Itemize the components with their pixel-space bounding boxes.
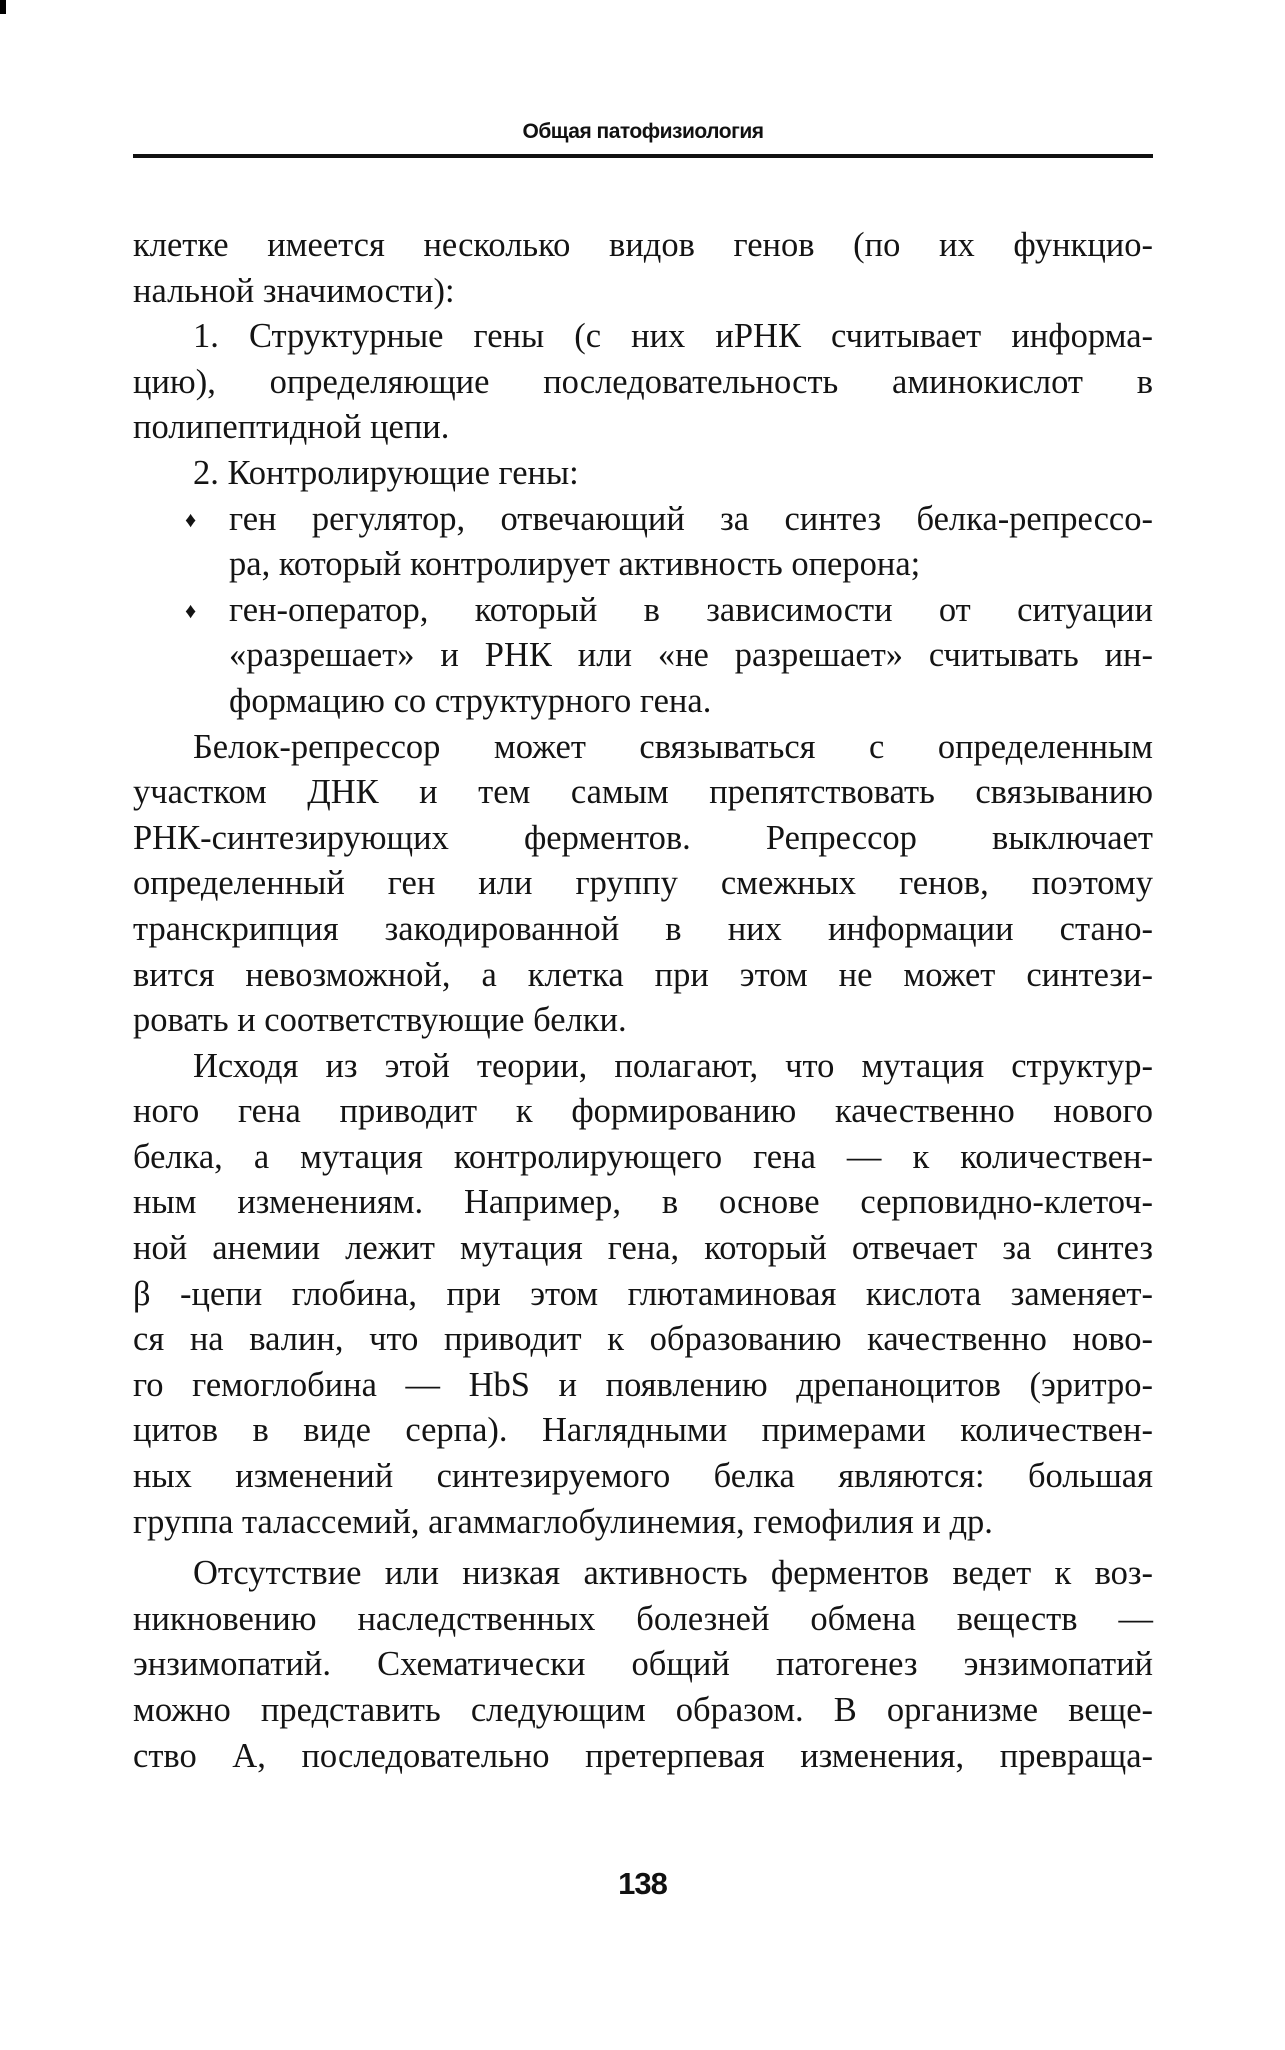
text-line: 1. Структурные гены (с них иРНК считывает информа- xyxy=(193,317,1153,356)
text-line: никновению наследственных болезней обмена веществ — xyxy=(133,1599,1153,1638)
bullet-text: ген регулятор, отвечающий за синтез белка-репрессо- xyxy=(229,499,1153,538)
scan-corner-mark xyxy=(0,0,6,14)
text-line: определенный ген или группу смежных генов, поэтому xyxy=(133,864,1153,903)
text-line: ной анемии лежит мутация гена, который отвечает за синтез xyxy=(133,1229,1153,1268)
text-line: ным изменениям. Например, в основе серповидно-клеточ- xyxy=(133,1183,1153,1222)
text-line xyxy=(133,588,1153,634)
text-line: нальной значимости): xyxy=(133,271,455,310)
text-line: «разрешает» и РНК или «не разрешает» считывать ин- xyxy=(229,636,1153,675)
text-line: ных изменений синтезируемого белка являются: большая xyxy=(133,1457,1153,1496)
paragraph-repressor xyxy=(133,725,1153,1044)
page-body xyxy=(133,223,1153,1779)
list-item-control-genes xyxy=(133,451,1153,497)
bullet-text: ген-оператор, который в зависимости от ситуации xyxy=(229,590,1153,629)
text-line: Отсутствие или низкая активность ферментов ведет к воз- xyxy=(193,1554,1153,1593)
page-number: 138 xyxy=(618,1866,667,1901)
text-line: вится невозможной, а клетка при этом не может синтези- xyxy=(133,955,1153,994)
text-line: ровать и соответствующие белки. xyxy=(133,1001,627,1040)
header-rule xyxy=(133,154,1153,158)
bullet-diamond-icon: ♦ xyxy=(185,597,197,623)
running-head: Общая патофизиология xyxy=(522,120,764,143)
text-line: 2. Контролирующие гены: xyxy=(193,453,579,492)
text-line: формацию со структурного гена. xyxy=(229,681,712,720)
text-line: энзимопатий. Схематически общий патогенез энзимопатий xyxy=(133,1645,1153,1684)
text-line: ся на валин, что приводит к образованию качественно ново- xyxy=(133,1320,1153,1359)
paragraph-mutation-theory xyxy=(133,1044,1153,1546)
text-line: белка, а мутация контролирующего гена — к количествен- xyxy=(133,1137,1153,1176)
bullet-item-operator-gene xyxy=(133,588,1153,725)
text-line xyxy=(133,497,1153,543)
text-line: Исходя из этой теории, полагают, что мутация структур- xyxy=(193,1046,1153,1085)
paragraph-enzymopathies xyxy=(133,1551,1153,1779)
list-item-structural-genes xyxy=(133,314,1153,451)
text-line: клетке имеется несколько видов генов (по их функцио- xyxy=(133,226,1153,264)
text-line: можно представить следующим образом. В организме веще- xyxy=(133,1691,1153,1729)
text-line: участком ДНК и тем самым препятствовать связыванию xyxy=(133,773,1153,812)
text-line: цитов в виде серпа). Наглядными примерами количествен- xyxy=(133,1411,1153,1450)
text-line: группа талассемий, агаммаглобулинемия, гемофилия и др. xyxy=(133,1502,993,1541)
bullet-diamond-icon: ♦ xyxy=(185,506,197,532)
text-line: РНК-синтезирующих ферментов. Репрессор выключает xyxy=(133,818,1153,857)
text-line: ного гена приводит к формированию качественно нового xyxy=(133,1092,1153,1131)
text-line: Белок-репрессор может связываться с определенным xyxy=(193,727,1153,766)
text-line: ра, который контролирует активность оперона; xyxy=(229,545,921,584)
text-line: полипептидной цепи. xyxy=(133,408,450,447)
text-line: цию), определяющие последовательность аминокислот в xyxy=(133,362,1153,401)
paragraph-intro xyxy=(133,223,1153,314)
text-line: β -цепи глобина, при этом глютаминовая кислота заменяет- xyxy=(133,1274,1153,1313)
text-line: го гемоглобина — HbS и появлению дрепаноцитов (эритро- xyxy=(133,1365,1153,1404)
text-line: ство А, последовательно претерпевая изменения, превраща- xyxy=(133,1736,1153,1775)
bullet-item-regulator-gene xyxy=(133,497,1153,588)
text-line: транскрипция закодированной в них информации стано- xyxy=(133,909,1153,948)
